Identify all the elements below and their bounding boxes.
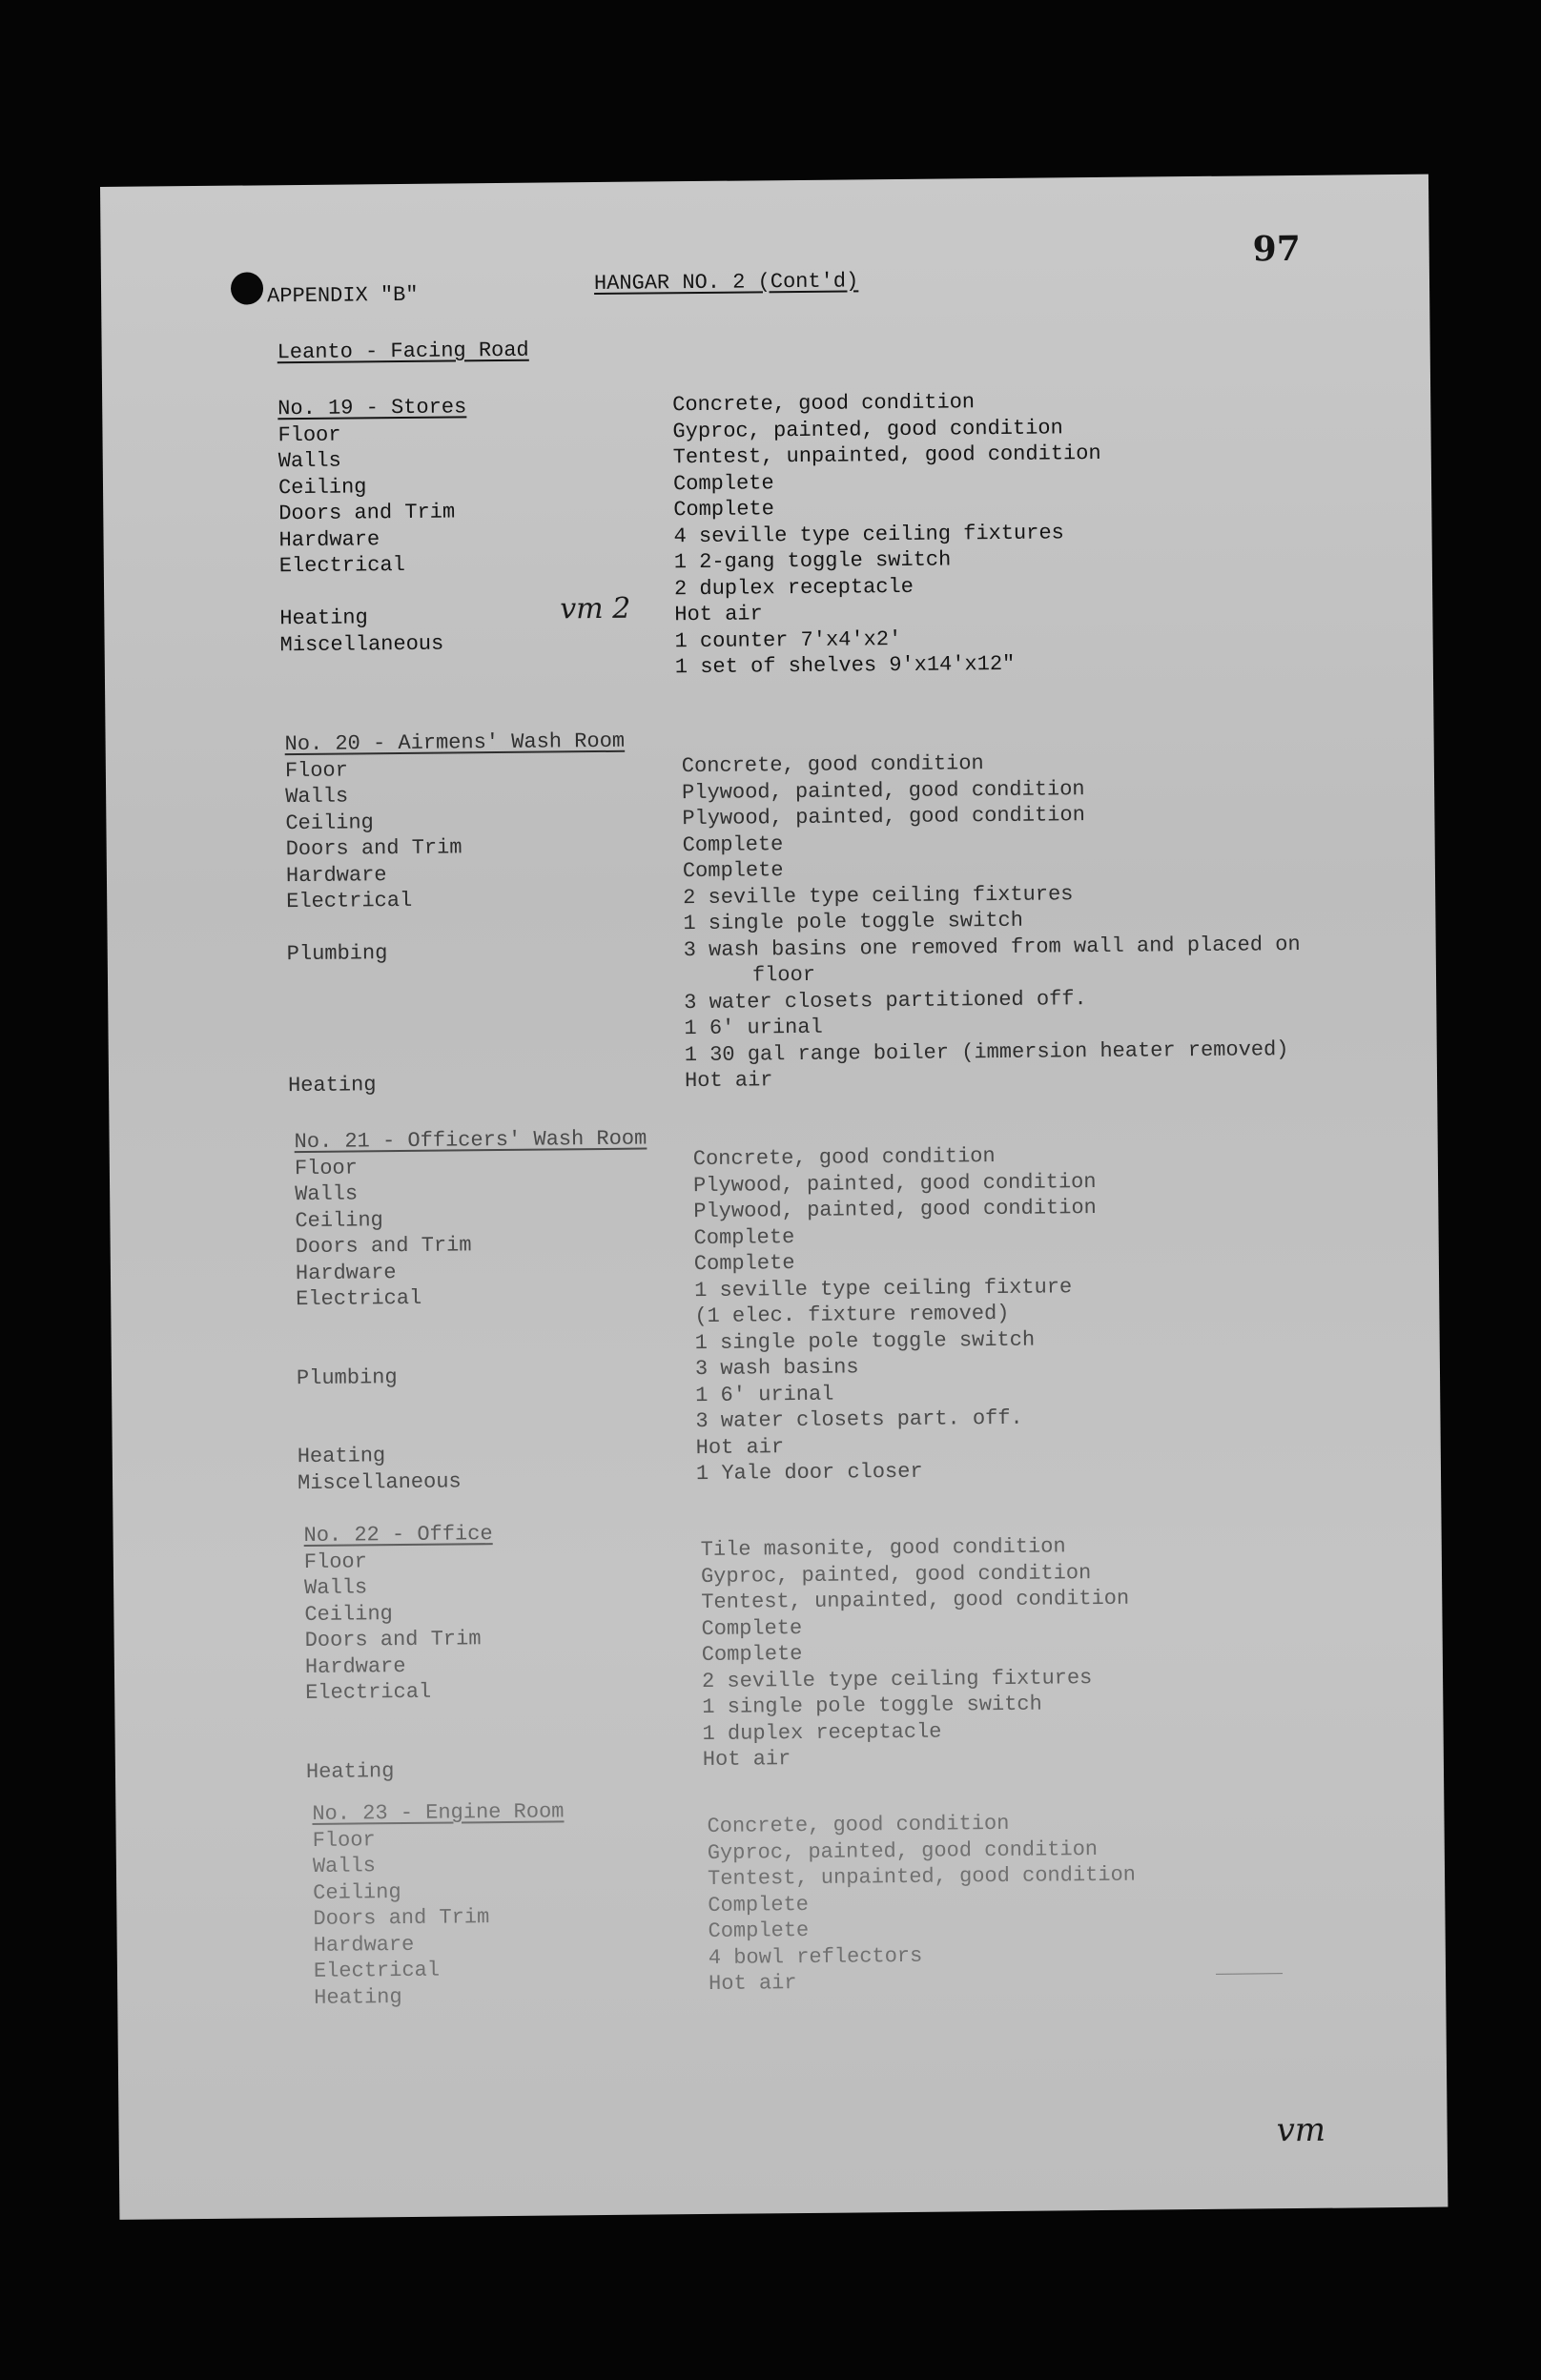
value: Plywood, painted, good condition [693,1196,1097,1224]
value: Complete [701,1615,803,1641]
value: Concrete, good condition [672,390,976,418]
label: Walls [303,1575,368,1601]
label: Heating [305,1758,395,1784]
value: Hot air [684,1068,773,1094]
faint-rule [1216,1973,1283,1975]
value: Complete [693,1224,795,1250]
label: Hardware [285,862,387,888]
section-23-labels [312,1798,565,2011]
value: 1 6' urinal [684,1015,823,1041]
value: Gyproc, painted, good condition [672,415,1063,443]
section-20-labels [284,728,627,1098]
label: Hardware [304,1653,406,1679]
label: Floor [312,1827,376,1853]
label: Ceiling [313,1879,401,1905]
section-19-labels [277,394,469,658]
subtitle: Leanto - Facing Road [277,338,529,365]
section-title: No. 23 - Engine Room [312,1799,565,1826]
label: Heating [287,1072,377,1098]
value: Complete [682,858,784,884]
label [297,1414,649,1444]
value: 1 set of shelves 9'x14'x12" [674,651,1016,680]
value: Gyproc, painted, good condition [707,1836,1099,1865]
label: Plumbing [296,1364,398,1390]
label: Electrical [296,1285,422,1312]
signature: vm [1276,2110,1326,2150]
value: 3 water closets part. off. [695,1405,1023,1434]
value: Hot air [702,1747,791,1773]
label: Ceiling [295,1207,383,1233]
value: Hot air [695,1434,785,1460]
label [306,1731,495,1758]
label [296,1309,648,1339]
value: Concrete, good condition [681,751,984,779]
value: 2 seville type ceiling fixtures [683,881,1074,910]
value: Complete [672,470,774,496]
value: Plywood, painted, good condition [682,803,1085,831]
value: 2 seville type ceiling fixtures [701,1665,1093,1693]
value: 2 duplex receptacle [673,574,914,601]
section-19-values [672,388,1103,681]
label [286,912,627,941]
label: Miscellaneous [279,631,444,657]
value: Complete [708,1892,810,1918]
label: Walls [312,1854,377,1878]
appendix-label: APPENDIX "B" [266,282,419,309]
label: Doors and Trim [285,835,462,862]
value: 1 single pole toggle switch [694,1327,1036,1355]
value: 1 6' urinal [695,1382,834,1407]
section-23-values [707,1810,1137,1998]
label: Doors and Trim [278,500,456,526]
label: Hardware [295,1260,397,1285]
label: Hardware [313,1932,415,1958]
value: Plywood, painted, good condition [682,776,1085,805]
label [287,964,627,994]
label [287,1016,627,1046]
label: Ceiling [277,474,367,500]
value: 4 seville type ceiling fixtures [673,520,1064,548]
value: 1 Yale door closer [695,1459,923,1487]
punch-hole [231,272,263,304]
label [288,1043,628,1073]
value: Gyproc, painted, good condition [700,1560,1092,1589]
value: 1 2-gang toggle switch [673,547,952,575]
section-20-values [682,748,1302,1095]
margin-initials: vm 2 [560,591,631,626]
value: 3 water closets partitioned off. [684,986,1087,1015]
label: Ceiling [304,1601,393,1627]
label: Doors and Trim [304,1627,482,1653]
label [297,1336,649,1365]
value: Tentest, unpainted, good condition [707,1862,1137,1891]
value: 3 wash basins [694,1355,859,1382]
value: Tile masonite, good condition [700,1534,1066,1563]
section-title: No. 22 - Office [303,1522,493,1549]
label: Heating [279,605,368,631]
label: Electrical [305,1679,432,1706]
value: 1 single pole toggle switch [702,1692,1042,1720]
value: Complete [693,1251,795,1277]
label: Floor [303,1549,367,1574]
value: Concrete, good condition [692,1144,996,1172]
value: 1 counter 7'x4'x2' [674,626,902,653]
label: Electrical [278,552,405,579]
value: Tentest, unpainted, good condition [672,441,1101,470]
value: Complete [673,497,775,523]
value: 1 single pole toggle switch [683,908,1024,936]
label: Floor [294,1155,359,1180]
label [287,991,627,1020]
page-title: HANGAR NO. 2 (Cont'd) [593,269,859,297]
label: Floor [277,422,341,447]
value: Plywood, painted, good condition [692,1169,1097,1198]
section-21-labels [294,1126,649,1497]
value: Hot air [674,602,763,627]
value: 1 duplex receptacle [702,1719,942,1746]
value: Complete [701,1642,803,1668]
label: Walls [295,1181,359,1207]
page-number: 97 [1252,228,1301,270]
label: Walls [285,784,349,810]
value: 3 wash basins one removed from wall and placed on [683,932,1301,962]
value: floor [751,962,816,988]
label: Doors and Trim [295,1233,472,1260]
label [279,578,468,605]
label: Heating [314,1984,402,2010]
label: Ceiling [285,810,374,835]
label: Hardware [278,526,380,552]
value: 4 bowl reflectors [708,1943,923,1970]
value: (1 elec. fixture removed) [694,1301,1010,1329]
value: 1 30 gal range boiler (immersion heater removed) [684,1036,1289,1067]
label: Doors and Trim [313,1905,490,1931]
value: 1 seville type ceiling fixture [694,1274,1073,1303]
label: Heating [297,1444,386,1469]
label: Walls [277,448,341,474]
section-title: No. 19 - Stores [277,395,467,421]
section-21-values [693,1142,1099,1488]
label: Miscellaneous [297,1468,462,1495]
label [297,1388,649,1418]
section-title: No. 20 - Airmens' Wash Room [284,728,626,757]
label: Plumbing [286,941,388,967]
label: Floor [284,758,349,783]
value: Complete [682,831,784,857]
label [305,1705,494,1733]
label: Electrical [313,1958,441,1983]
document-page [100,174,1448,2220]
value: Concrete, good condition [707,1811,1010,1838]
section-22-values [701,1533,1131,1774]
value: Hot air [708,1971,797,1996]
section-title: No. 21 - Officers' Wash Room [294,1126,647,1155]
value: Tentest, unpainted, good condition [701,1586,1130,1615]
value: Complete [708,1918,810,1943]
label: Electrical [286,888,413,914]
section-22-labels [303,1521,495,1785]
